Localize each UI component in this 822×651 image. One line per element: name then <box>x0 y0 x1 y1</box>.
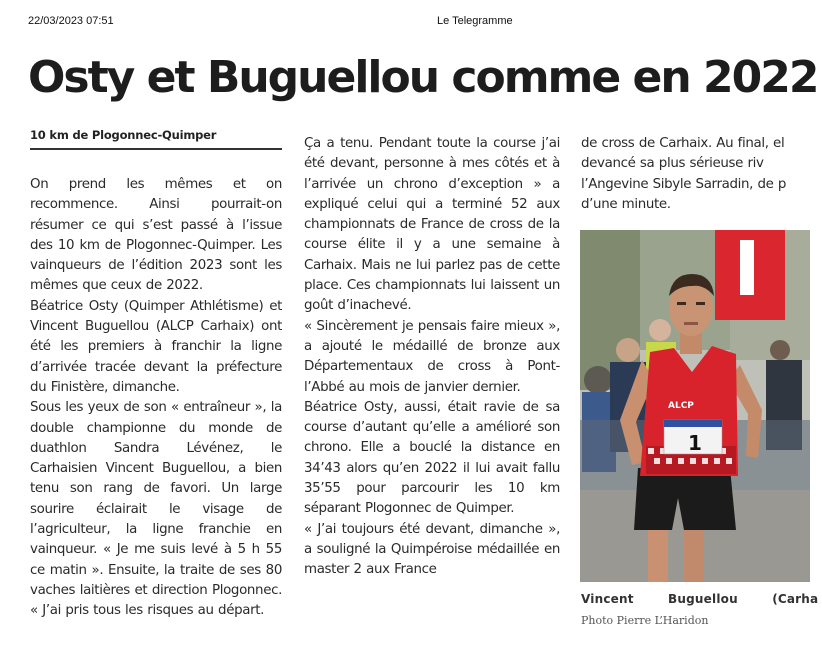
column2-paragraph: Ça a tenu. Pendant toute la course j’ai été devant, personne à mes côtés et à l’arrivée un chrono d’exception » a expliqué celui qui a terminé 52 aux championnats de France de cross de la course élite il y a une semaine à Carhaix. Mais ne lui parlez pas de cette place. Ces championnats lui laissent un goût d’inachevé. <box>304 136 560 314</box>
column2-paragraph: Béatrice Osty, aussi, était ravie de sa course d’autant qu’elle a amélioré son chrono. Elle a bouclé la distance en 34’43 alors qu’en 2022 il lui avait fallu 35’55 pour parcourir les 10 km séparant Plogonnec de Quimper. <box>304 399 560 517</box>
bib-number: 1 <box>688 431 702 455</box>
column3-line: de cross de Carhaix. Au final, el <box>581 136 785 151</box>
jersey-text: ALCP <box>668 401 694 411</box>
photo-caption-name: Vincent Buguellou (Carha <box>581 592 819 606</box>
photo-caption-credit: Photo Pierre L’Haridon <box>581 614 709 627</box>
column2-paragraph: « Sincèrement je pensais faire mieux », a ajouté le médaillé de bronze aux Départementaux de cross à Pont-l’Abbé au mois de janvier dernier. <box>304 318 560 395</box>
column3-line: l’Angevine Sibyle Sarradin, de p <box>581 176 787 192</box>
column1-paragraph: Sous les yeux de son « entraîneur », la double championne du monde de duathlon Sandra Lévénez, le Carhaisien Vincent Buguellou, a bien tenu son rang de favori. Un large sourire éclairait le visage de l’agriculteur, la ligne franchie en vainqueur. « Je me suis levé à 5 h 55 ce matin ». Ensuite, la traite de ses 80 vaches laitières et direction Plogonnec. « J’ai pris tous les risques au départ. <box>30 400 282 619</box>
column1-paragraph: Béatrice Osty (Quimper Athlétisme) et Vincent Buguellou (ALCP Carhaix) ont été les premiers à franchir la ligne d’arrivée tracée devant la préfecture du Finistère, dimanche. <box>30 298 282 395</box>
runner-photo <box>580 230 810 582</box>
runner-illustration <box>580 230 810 582</box>
column3-line: d’une minute. <box>581 196 671 212</box>
article-headline: Osty et Buguellou comme en 2022 <box>28 52 818 103</box>
article-kicker: 10 km de Plogonnec-Quimper <box>30 128 282 150</box>
article-column-2 <box>304 134 560 634</box>
column1-paragraph: On prend les mêmes et on recommence. Ainsi pourrait-on résumer ce qui s’est passé à l’issue des 10 km de Plogonnec-Quimper. Les vainqueurs de l’édition 2023 sont les mêmes que ceux de 2022. <box>30 177 282 294</box>
article-column-1 <box>30 175 282 635</box>
column2-paragraph: « J’ai toujours été devant, dimanche », a souligné la Quimpéroise médaillée en master 2 aux France <box>304 521 560 578</box>
article-column-3 <box>581 134 822 222</box>
print-date: 22/03/2023 07:51 <box>28 15 114 27</box>
column3-line: devancé sa plus sérieuse riv <box>581 156 764 172</box>
print-source: Le Telegramme <box>437 15 513 27</box>
